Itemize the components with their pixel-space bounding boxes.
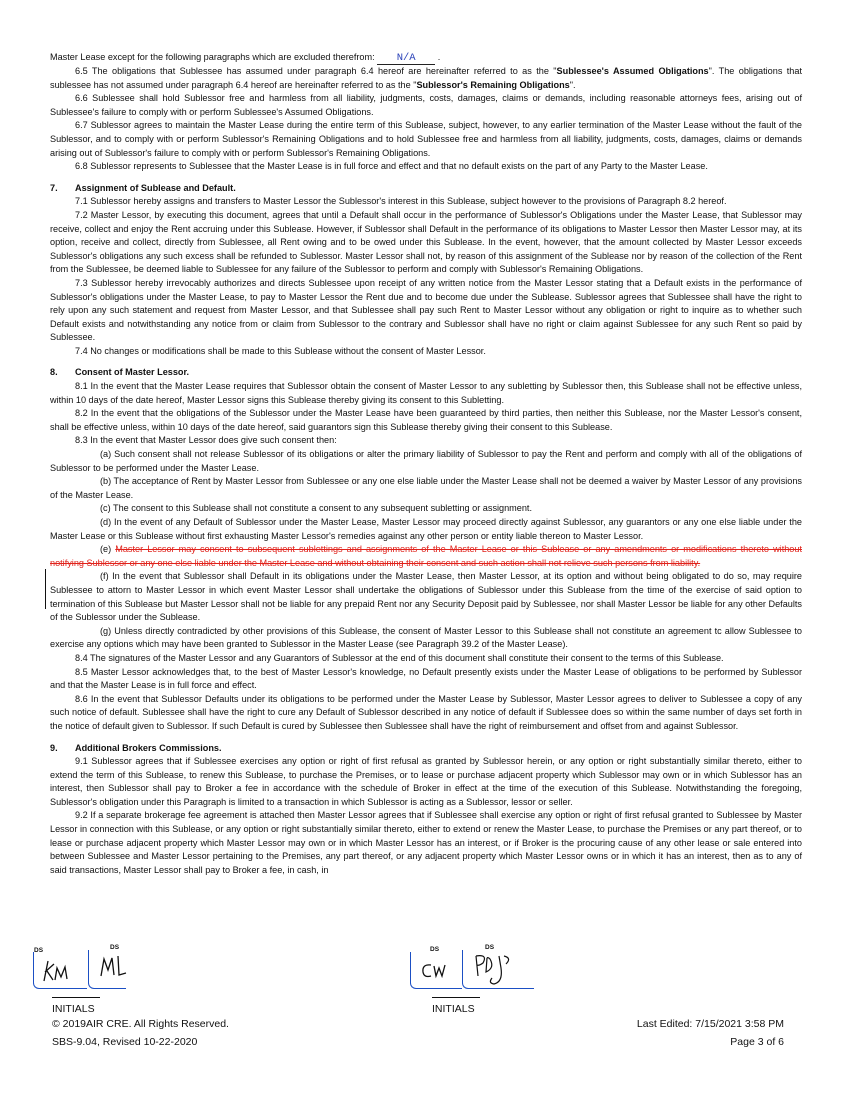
excluded-paragraphs-field[interactable]: N/A — [377, 53, 435, 65]
docusign-tag: DS — [430, 946, 440, 953]
page-number: Page 3 of 6 — [730, 1036, 784, 1048]
paragraph-7-4: 7.4 No changes or modifications shall be made to this Sublease without the consent of Master Lessor. — [75, 345, 486, 356]
paragraph-8-3-f: (f) In the event that Sublessor shall Default in its obligations under the Master Lease, then Master Lessor, at its option and without being obligated to do so, may require Sublessee to attorn to Master Lessor in which event Master Lessor shall undertake the obligations of Sublessor under this Sublease from the time of the exercise of said option to termination of this Sublease but Master Lessor shall not be liable for any prepaid Rent nor any Security Deposit paid by Sublessee, nor shall Master Lessor be liable for any other Defaults of the Sublessor under the Sublease. — [50, 571, 802, 623]
paragraph-8-1: 8.1 In the event that the Master Lease requires that Sublessor obtain the consent of Master Lessor to any subletting by Sublessor then, this Sublease shall not be effective unless, within 10 days of the date hereof, Master Lessor signs this Sublease thereby giving its consent to this Subletting. — [50, 381, 802, 405]
paragraph-7-1: 7.1 Sublessor hereby assigns and transfers to Master Lessor the Sublessor's interest in this Sublease, subject however to the provisions of Paragraph 8.2 hereof. — [75, 196, 727, 207]
docusign-tag: DS — [485, 944, 495, 951]
paragraph-8-6: 8.6 In the event that Sublessor Defaults under its obligations to be performed under the Master Lease by Sublessor, Master Lessor agrees to deliver to Sublessee a copy of any such notice of default. Sublessee shall have the right to cure any Default of Sublessor described in any notice of default if Sublessee does so within the same number of days set forth in the notice of default given to Sublessor. If such Default is cured by Sublessee then Sublessee shall have the right of reimbursement and offset from and against Sublessor. — [50, 693, 802, 731]
docusign-tag: DS — [110, 944, 120, 951]
last-edited-timestamp: Last Edited: 7/15/2021 3:58 PM — [636, 1018, 784, 1030]
sublease-body-text — [50, 51, 802, 877]
initials-km-signature — [40, 955, 82, 985]
paragraph-7-3: 7.3 Sublessor hereby irrevocably authorizes and directs Sublessee upon receipt of any written notice from the Master Lessor stating that a Default exists in the performance of Sublessor's obligations under the Master Lease, to pay to Master Lessor the Rent due and to become due under the Sublease. Sublessor agrees that Sublessee shall have the right to rely upon any such statement and request from Master Lessor, and that Sublessee shall pay such Rent to Master Lessor without any obligation or right to inquire as to whether such Default exists and notwithstanding any notice from or claim from Sublessor to the contrary and Sublessor shall have no right or claim against Sublessee for any such Rent so paid by Sublessee. — [50, 277, 802, 343]
paragraph-8-3-e-deleted: (e) Master Lessor may consent to subsequent sublettings and assignments of the Master Lease or this Sublease or any amendments or modifications thereto without notifying Sublessor or any one else liable under the Master Lease and without obtaining their consent and such action shall not relieve such persons from liability. — [50, 544, 802, 568]
paragraph-6-6: 6.6 Sublessee shall hold Sublessor free and harmless from all liability, judgments, costs, damages, claims or demands, including reasonable attorneys fees, arising out of Sublessee's failure to comply with or perform Sublessee's Assumed Obligations. — [50, 93, 802, 117]
section-7-heading: 7. Assignment of Sublease and Default. — [50, 182, 236, 193]
initials-cw-signature — [418, 958, 454, 982]
paragraph-8-3-d: (d) In the event of any Default of Sublessor under the Master Lease, Master Lessor may proceed directly against Sublessor, any guarantors or any one else liable under the Master Lease or this Sublease without first exhausting Master Lessor's remedies against any other person or entity liable thereon to Master Lessor. — [50, 517, 802, 541]
paragraph-8-5: 8.5 Master Lessor acknowledges that, to the best of Master Lessor's knowledge, no Default presently exists under the Master Lease of obligations to be performed by Sublessor and that the Master Lease is in full force and effect. — [50, 666, 802, 691]
paragraph-8-3-g: (g) Unless directly contradicted by other provisions of this Sublease, the consent of Master Lessor to this Sublease shall not constitute an agreement tc allow Sublessee to exercise any options which may have been granted to Sublessor in the Master Lease (see Paragraph 39.2 of the Master Lease). — [50, 625, 802, 650]
paragraph-6-7: 6.7 Sublessor agrees to maintain the Master Lease during the entire term of this Sublease, subject, however, to any earlier termination of the Master Lease without the fault of the Sublessor, and to comply with or perform Sublessor's Remaining Obligations and to hold Sublessee free and harmless from all liability, judgments, costs, damages, claims or demands arising out of Sublessor's failure to comply with or perform Sublessor's Remaining Obligations. — [50, 120, 802, 158]
paragraph-8-3-c: (c) The consent to this Sublease shall not constitute a consent to any subsequent subletting or assignment. — [100, 503, 533, 514]
initials-line-left — [52, 997, 100, 998]
paragraph-7-2: 7.2 Master Lessor, by executing this document, agrees that until a Default shall occur in the performance of Sublessor's Obligations under the Master Lease, that Sublessor may receive, collect and enjoy the Rent accruing under this Sublease. However, if Sublessor shall Default in the performance of its obligations to Master Lessor then Master Lessor may, at its option, receive and collect, directly from Sublessee, all Rent owing and to be owed under this Sublease. In the event, however, that the amount collected by Master Lessor exceeds Sublessor's obligations any such excess shall be refunded to Sublessor. Master Lessor shall not, by reason of this assignment of the Sublease nor by reason of the collection of the Rent from the Sublessee, be deemed liable to Sublessee for any failure of the Sublessor to perform and comply with Sublessor's Remaining Obligations. — [50, 209, 802, 275]
copyright-notice: © 2019AIR CRE. All Rights Reserved. — [52, 1018, 229, 1030]
paragraph-intro: Master Lease except for the following paragraphs which are excluded therefrom: N/A . — [50, 52, 441, 64]
struck-clause: Master Lessor may consent to subsequent sublettings and assignments of the Master Lease or this Sublease or any amendments or modifications thereto without notifying Sublessor or any one else liable under the Master Lease and without obtaining their consent and such action shall not relieve such persons from liability. — [50, 544, 802, 568]
paragraph-6-8: 6.8 Sublessor represents to Sublessee that the Master Lease is in full force and effect and that no default exists on the part of any Party to the Master Lease. — [75, 161, 708, 172]
paragraph-9-1: 9.1 Sublessor agrees that if Sublessee exercises any option or right of first refusal as granted by Sublessor herein, or any option or right substantially similar thereto, either to extend the term of this Sublease, to renew this Sublease, to purchase the Premises, or to lease or purchase adjacent property which Sublessor may own or in which Sublessor has an interest, then Sublessor shall pay to Broker a fee in accordance with the schedule of Broker in effect at the time of the execution of this Sublease. Notwithstanding the foregoing, Sublessor's obligation under this Paragraph is limited to a transaction in which Sublessor is acting as a Sublessor, lessor or seller. — [50, 756, 802, 807]
initials-pdj-signature — [470, 948, 530, 988]
docusign-tag: DS — [34, 947, 44, 954]
initials-line-right — [432, 997, 480, 998]
initials-label-right: INITIALS — [432, 1003, 475, 1015]
paragraph-8-3-b: (b) The acceptance of Rent by Master Lessor from Sublessee or any one else liable under the Master Lease shall not be deemed a waiver by Master Lessor of any provisions of the Master Lease. — [50, 476, 802, 500]
section-8-heading: 8. Consent of Master Lessor. — [50, 367, 190, 378]
initials-ml-signature — [98, 950, 130, 982]
section-9-heading: 9. Additional Brokers Commissions. — [50, 742, 222, 753]
paragraph-6-5: 6.5 The obligations that Sublessee has assumed under paragraph 6.4 hereof are hereinafter referred to as the "Sublessee's Assumed Obligations". The obligations that sublessee has not assumed under paragraph 6.4 hereof are hereinafter referred to as the "Sublessor's Remaining Obligations". — [50, 66, 802, 90]
paragraph-8-2: 8.2 In the event that the obligations of the Sublessor under the Master Lease have been guaranteed by third parties, then neither this Sublease, nor the Master Lessor's consent, shall be effective unless, within 10 days of the date hereof, said guarantors sign this Sublease thereby giving their consent to this Sublease. — [50, 408, 802, 432]
revision-change-bar — [45, 569, 46, 609]
paragraph-8-3-a: (a) Such consent shall not release Sublessor of its obligations or alter the primary liability of Sublessor to pay the Rent and perform and comply with all of the obligations of Sublessor to be performed under the Master Lease. — [50, 449, 802, 473]
form-identifier: SBS-9.04, Revised 10-22-2020 — [52, 1036, 198, 1048]
paragraph-8-4: 8.4 The signatures of the Master Lessor and any Guarantors of Sublessor at the end of this document shall constitute their consent to the terms of this Sublease. — [75, 652, 724, 663]
paragraph-8-3: 8.3 In the event that Master Lessor does give such consent then: — [75, 435, 337, 446]
paragraph-9-2: 9.2 If a separate brokerage fee agreement is attached then Master Lessor agrees that if Sublessee shall exercise any option or right of first refusal granted to Sublessee by Master Lessor in connection with this Sublease, or any option or right substantially similar thereto, either to extend or renew the Master Lease, to purchase the Premises or any part thereof, or to lease or purchase adjacent property which Master Lessor may own or in which Master Lessor has an interest, or if Broker is the procuring cause of any other lease or sale entered into between Sublessee and Master Lessor pertaining to the Premises, any part thereof, or any adjacent property which Master Lessor owns or in which it has an interest, then as to any of said transactions, Master Lessor shall pay to Broker a fee, in cash, in — [50, 810, 802, 875]
initials-label-left: INITIALS — [52, 1003, 95, 1015]
